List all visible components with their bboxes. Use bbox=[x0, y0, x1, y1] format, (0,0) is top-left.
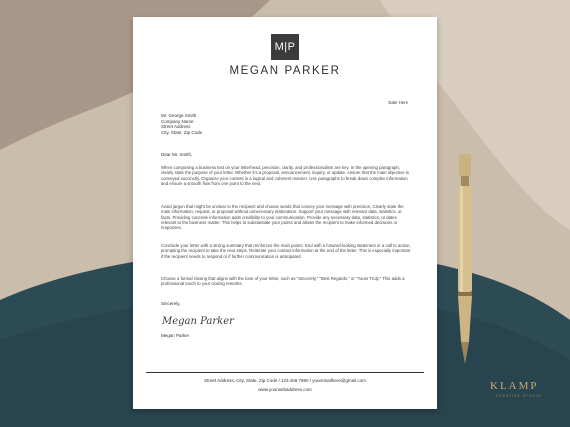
footer-divider bbox=[146, 372, 424, 373]
recipient-line: City, State, Zip Code bbox=[161, 129, 203, 135]
letterhead-name: MEGAN PARKER bbox=[229, 65, 341, 77]
body-paragraph: Avoid jargon that might be unclear to the recipient and choose words that convey your message with precision. Clearly state the main information, request, or proposal without unnecessary elaboration. Support your message with relevant data, statistics, or facts. Providing concrete information adds credibility to your communication. Provide any necessary data, statistics, or dates relevant to the business matter. This helps to substantiate your points and allows the recipient to make informed decisions or responses. bbox=[161, 204, 404, 231]
footer-website: www.yourwebaddress.com bbox=[258, 387, 312, 392]
handwritten-signature: Megan Parker bbox=[162, 316, 234, 327]
closing: Sincerely, bbox=[161, 301, 181, 306]
salutation: Dear Mr. Smith, bbox=[161, 152, 193, 157]
letter-date: Date Here bbox=[388, 100, 408, 105]
recipient-line: Street Address bbox=[161, 124, 191, 130]
letter-page bbox=[133, 17, 437, 409]
monogram-logo: M|P bbox=[271, 34, 299, 60]
footer-contact: Street Address, City, State, Zip Code / 123.456.7890 / youremailhere@gmail.com bbox=[204, 378, 366, 383]
recipient-line: Mr. George Smith bbox=[161, 113, 197, 118]
body-paragraph: Choose a formal closing that aligns with the tone of your letter, such as "Sincerely," "Best Regards," or "Yours Truly." This adds a professional touch to your closing remarks. bbox=[161, 276, 405, 287]
pen-image bbox=[445, 152, 485, 372]
recipient-address bbox=[161, 113, 202, 135]
body-paragraph: Conclude your letter with a strong summary that reinforces the main points. End with a forward-looking statement or a call to action, prompting the recipient to take the next steps. Reiterate your contact information at the end of the letter. This is especially important if the recipient needs to respond or if further communication is anticipated. bbox=[161, 243, 411, 259]
signer-name: Megan Parker bbox=[161, 333, 190, 338]
brand-tagline: CREATIVE STUDIO bbox=[496, 394, 542, 398]
body-paragraph: When composing a business text on your letterhead, precision, clarity, and professionalism are key. In the opening paragraph, clearly state the purpose of your letter. Whether it's a proposal, announcement, inquiry, or update, ensure that the main objective is conveyed succinctly. Organize your content in a logical and coherent manner. Use paragraphs to break down complex information and ensure a smooth flow from one point to the next. bbox=[161, 165, 409, 186]
brand-logo: KLAMP bbox=[490, 380, 539, 392]
recipient-line: Company Name bbox=[161, 118, 194, 124]
